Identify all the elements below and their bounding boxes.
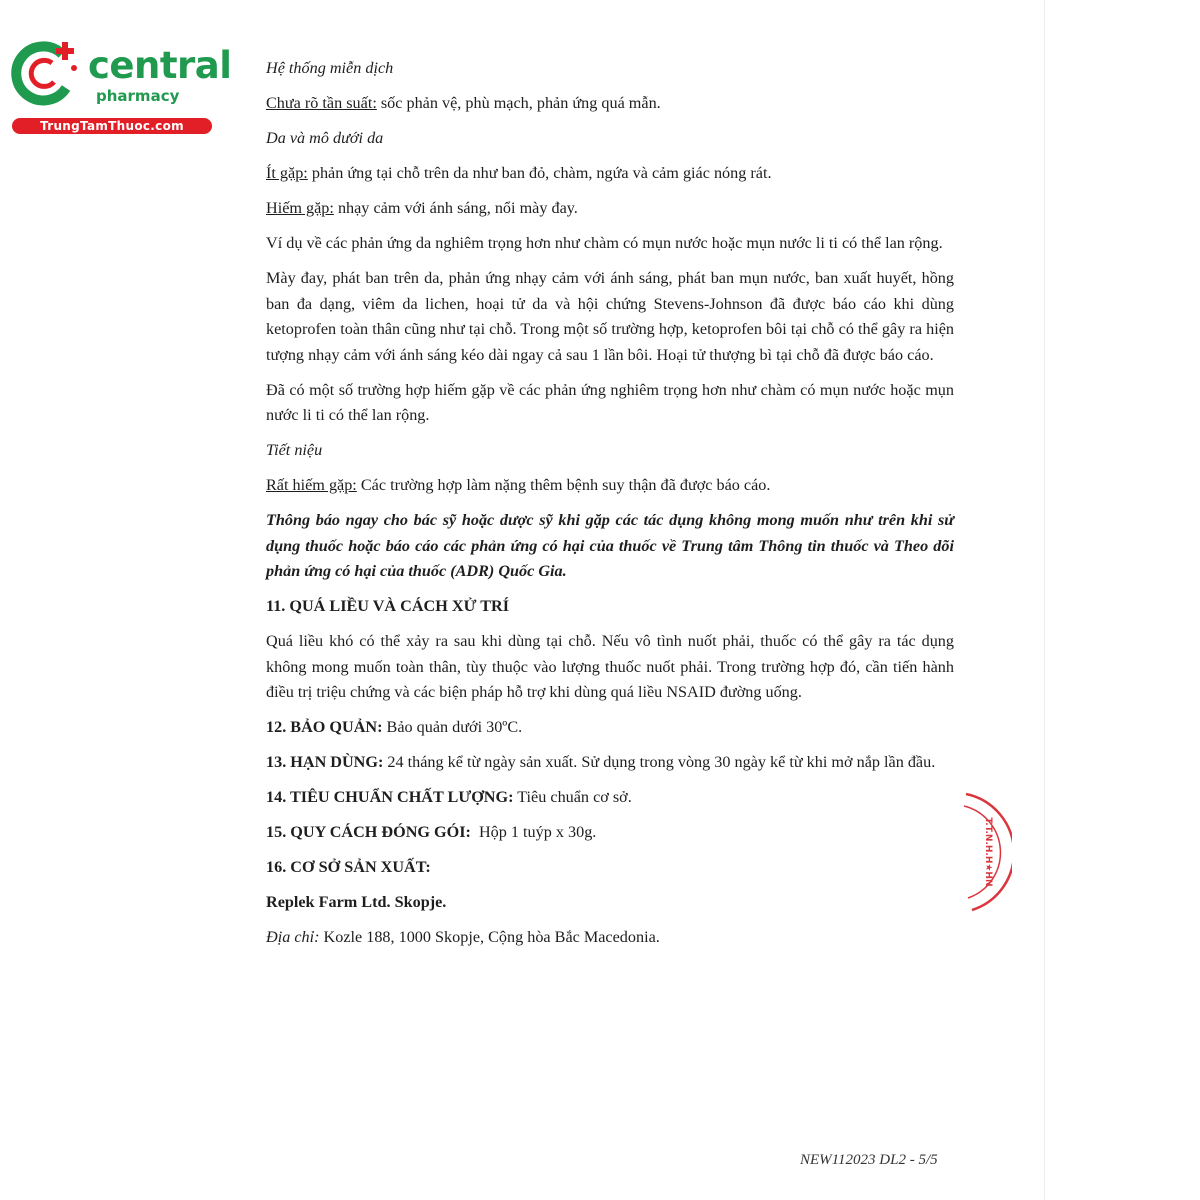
logo-brand-subtitle: pharmacy [96, 87, 180, 105]
skin-rare-paragraph [266, 196, 954, 222]
section-12 [266, 715, 954, 741]
section-14-title: 14. TIÊU CHUẨN CHẤT LƯỢNG: [266, 788, 514, 806]
section-11-text: Quá liều khó có thể xảy ra sau khi dùng tại chỗ. Nếu vô tình nuốt phải, thuốc có thể gây ra tác dụng không mong muốn toàn thân, tùy thuộc vào lượng thuốc nuốt phải. Trong trường hợp đó, cần tiến hành điều trị triệu chứng và các biện pháp hỗ trợ khi dùng quá liều NSAID đường uống. [266, 632, 954, 701]
skin-reports-paragraph: Mày đay, phát ban trên da, phản ứng nhạy cảm với ánh sáng, phát ban mụn nước, ban xuất huyết, hồng ban đa dạng, viêm da lichen, hoại tử da và hội chứng Stevens-Johnson đã được báo cáo khi dùng ketoprofen toàn thân cũng như tại chỗ. Trong một số trường hợp, ketoprofen bôi tại chỗ có thể gây ra hiện tượng nhạy cảm với ánh sáng kéo dài ngay cả sau 1 lần bôi. Hoại tử thượng bì tại chỗ đã được báo cáo. [266, 269, 954, 364]
skin-heading: Da và mô dưới da [266, 129, 384, 147]
immune-text: sốc phản vệ, phù mạch, phản ứng quá mẫn. [376, 94, 661, 112]
logo-brand-name: central [88, 44, 232, 87]
immune-paragraph [266, 91, 954, 117]
logo-mark-icon [10, 38, 82, 110]
immune-heading: Hệ thống miễn dịch [266, 59, 394, 77]
section-14-text: Tiêu chuẩn cơ sở. [513, 788, 632, 806]
skin-uncommon-paragraph [266, 161, 954, 187]
section-12-title: 12. BẢO QUẢN: [266, 718, 383, 736]
adr-warning-paragraph: Thông báo ngay cho bác sỹ hoặc dược sỹ khi gặp các tác dụng không mong muốn như trên khi sử dụng thuốc hoặc báo cáo các phản ứng có hại của thuốc về Trung tâm Thông tin thuốc và Theo dõi phản ứng có hại của thuốc (ADR) Quốc Gia. [266, 511, 954, 580]
svg-text:T.T.N.H.H★HN: T.T.N.H.H★HN [983, 817, 993, 887]
section-16-title: 16. CƠ SỞ SẢN XUẤT: [266, 858, 431, 876]
section-11-title: 11. QUÁ LIỀU VÀ CÁCH XỬ TRÍ [266, 597, 509, 615]
skin-rare-text: nhạy cảm với ánh sáng, nổi mày đay. [333, 199, 578, 217]
urinary-text: Các trường hợp làm nặng thêm bệnh suy thận đã được báo cáo. [356, 476, 771, 494]
skin-rare-cases-paragraph: Đã có một số trường hợp hiếm gặp về các phản ứng nghiêm trọng hơn như chàm có mụn nước hoặc mụn nước li ti có thể lan rộng. [266, 380, 954, 424]
skin-rare-frequency: Hiếm gặp: [266, 199, 334, 217]
skin-example-paragraph: Ví dụ về các phản ứng da nghiêm trọng hơn như chàm có mụn nước hoặc mụn nước li ti có thể lan rộng. [266, 234, 943, 252]
urinary-paragraph [266, 473, 954, 499]
address-label: Địa chỉ: [266, 928, 320, 946]
central-pharmacy-logo[interactable] [8, 36, 232, 140]
urinary-heading: Tiết niệu [266, 441, 323, 459]
manufacturer-address [266, 925, 954, 951]
section-13 [266, 750, 954, 776]
company-stamp-seal [960, 786, 1012, 918]
logo-website-badge: TrungTamThuoc.com [12, 118, 212, 134]
page-edge-line [1044, 0, 1045, 1200]
section-13-title: 13. HẠN DÙNG: [266, 753, 384, 771]
section-15-text: Hộp 1 tuýp x 30g. [470, 823, 597, 841]
address-text: Kozle 188, 1000 Skopje, Cộng hòa Bắc Macedonia. [319, 928, 660, 946]
immune-frequency: Chưa rõ tần suất: [266, 94, 377, 112]
skin-uncommon-text: phản ứng tại chỗ trên da như ban đỏ, chàm, ngứa và cảm giác nóng rát. [307, 164, 772, 182]
document-footer-code: NEW112023 DL2 - 5/5 [800, 1152, 938, 1168]
section-12-text: Bảo quản dưới 30ºC. [382, 718, 523, 736]
section-15-title: 15. QUY CÁCH ĐÓNG GÓI: [266, 823, 471, 841]
manufacturer-name: Replek Farm Ltd. Skopje. [266, 893, 447, 911]
section-13-text: 24 tháng kể từ ngày sản xuất. Sử dụng trong vòng 30 ngày kể từ khi mở nắp lần đầu. [383, 753, 936, 771]
urinary-frequency: Rất hiếm gặp: [266, 476, 357, 494]
section-14 [266, 785, 954, 811]
skin-uncommon-frequency: Ít gặp: [266, 164, 308, 182]
document-body [266, 56, 954, 960]
section-15 [266, 820, 954, 846]
